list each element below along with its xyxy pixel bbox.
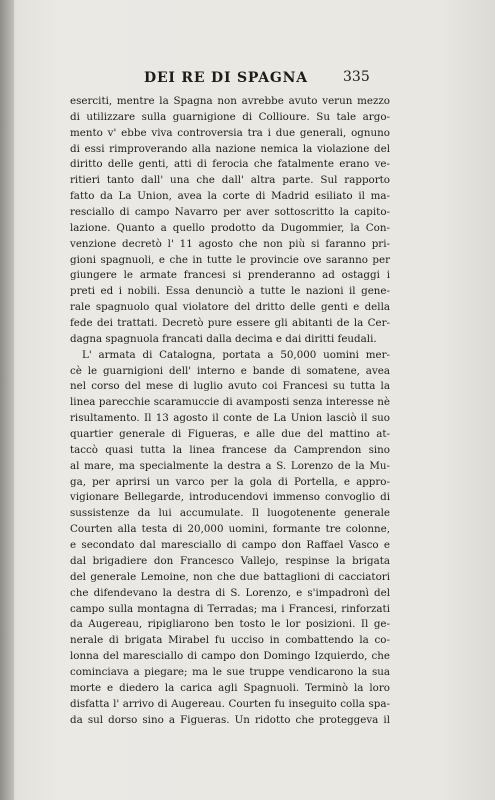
text-line: eserciti, mentre la Spagna non avrebbe avuto verun mezzo xyxy=(70,95,390,107)
text-line: linea parecchie scaramuccie di avamposti senza interesse nè xyxy=(70,396,390,409)
text-line: del generale Lemoine, non che due battaglioni di cacciatori xyxy=(70,570,390,583)
text-line: dagna spagnuola francati dalla decima e dai diritti feudali. xyxy=(70,332,377,345)
text-line: fatto da La Union, avea la corte di Madrid esiliato il ma- xyxy=(70,190,390,203)
text-line: venzione decretò l' 11 agosto che non più si faranno pri- xyxy=(70,237,390,250)
text-line: giungere le armate francesi si prenderanno ad ostaggi i xyxy=(70,269,390,282)
text-line: cominciava a piegare; ma le sue truppe vendicarono la sua xyxy=(70,665,390,678)
text-line: e secondato dal maresciallo di campo don Raffael Vasco e xyxy=(70,539,390,552)
text-line: quartier generale di Figueras, e alle due del mattino at- xyxy=(70,428,390,441)
text-line: lazione. Quanto a quello prodotto da Dugommier, la Con- xyxy=(70,221,390,234)
book-page xyxy=(70,68,390,728)
text-line: sussistenze da lui accumulate. Il luogotenente generale xyxy=(70,507,390,520)
text-line: ga, per aprirsi un varco per la gola di Portella, e appro- xyxy=(70,475,390,488)
text-line: ritieri tanto dall' una che dall' altra parte. Sul rapporto xyxy=(70,174,390,187)
text-line: morte e diedero la carica agli Spagnuoli. Terminò la loro xyxy=(70,681,390,694)
book-gutter-shadow xyxy=(0,0,14,800)
text-line: nerale di brigata Mirabel fu ucciso in combattendo la co- xyxy=(70,634,390,647)
text-line: cè le guarnigioni dell' interno e bande di somatene, avea xyxy=(70,364,390,377)
text-line: diritto delle genti, atti di ferocia che fatalmente erano ve- xyxy=(70,158,390,171)
text-line: da sul dorso sino a Figueras. Un ridotto che proteggeva il xyxy=(70,713,390,726)
text-line: resciallo di campo Navarro per aver sottoscritto la capito- xyxy=(70,206,390,219)
text-line: nel corso del mese di luglio avuto coi Francesi su tutta la xyxy=(70,380,390,393)
text-line: dal brigadiere don Francesco Vallejo, respinse la brigata xyxy=(70,554,390,567)
running-header xyxy=(70,68,390,90)
page-number: 335 xyxy=(343,69,370,85)
text-line: di utilizzare sulla guarnigione di Collioure. Su tale argo- xyxy=(70,110,390,123)
paragraph-first-line: L' armata di Catalogna, portata a 50,000 uomini mer- xyxy=(82,348,390,361)
running-title: DEI RE DI SPAGNA xyxy=(144,70,308,86)
text-line: campo sulla montagna di Terradas; ma i Francesi, rinforzati xyxy=(70,602,390,615)
text-line: che difendevano la destra di S. Lorenzo, e s'impadronì del xyxy=(70,586,390,599)
text-line: preti ed i nobili. Essa denunciò a tutte le nazioni il gene- xyxy=(70,285,390,298)
text-line: gioni spagnuoli, e che in tutte le provincie ove saranno per xyxy=(70,253,390,266)
text-line: disfatta l' arrivo di Augereau. Courten fu inseguito colla spa- xyxy=(70,697,390,710)
text-line: taccò quasi tutta la linea francese da Camprendon sino xyxy=(70,443,390,456)
text-line: Courten alla testa di 20,000 uomini, formante tre colonne, xyxy=(70,523,390,536)
text-line: lonna del maresciallo di campo don Domingo Izquierdo, che xyxy=(70,650,390,663)
text-line: vigionare Bellegarde, introducendovi immenso convoglio di xyxy=(70,491,390,504)
text-line: fede dei trattati. Decretò pure essere gli abitanti de la Cer- xyxy=(70,317,390,330)
text-line: rale spagnuolo qual violatore del dritto delle genti e della xyxy=(70,301,390,314)
text-line: risultamento. Il 13 agosto il conte de La Union lasciò il suo xyxy=(70,412,390,425)
text-line: da Augereau, ripigliarono ben tosto le lor posizioni. Il ge- xyxy=(70,618,390,631)
text-line: mento v' ebbe viva controversia tra i due generali, ognuno xyxy=(70,126,390,139)
text-line: al mare, ma specialmente la destra a S. Lorenzo de la Mu- xyxy=(70,459,390,472)
text-line: di essi rimproverando alla nazione nemica la violazione del xyxy=(70,142,390,155)
body-text xyxy=(70,94,390,728)
